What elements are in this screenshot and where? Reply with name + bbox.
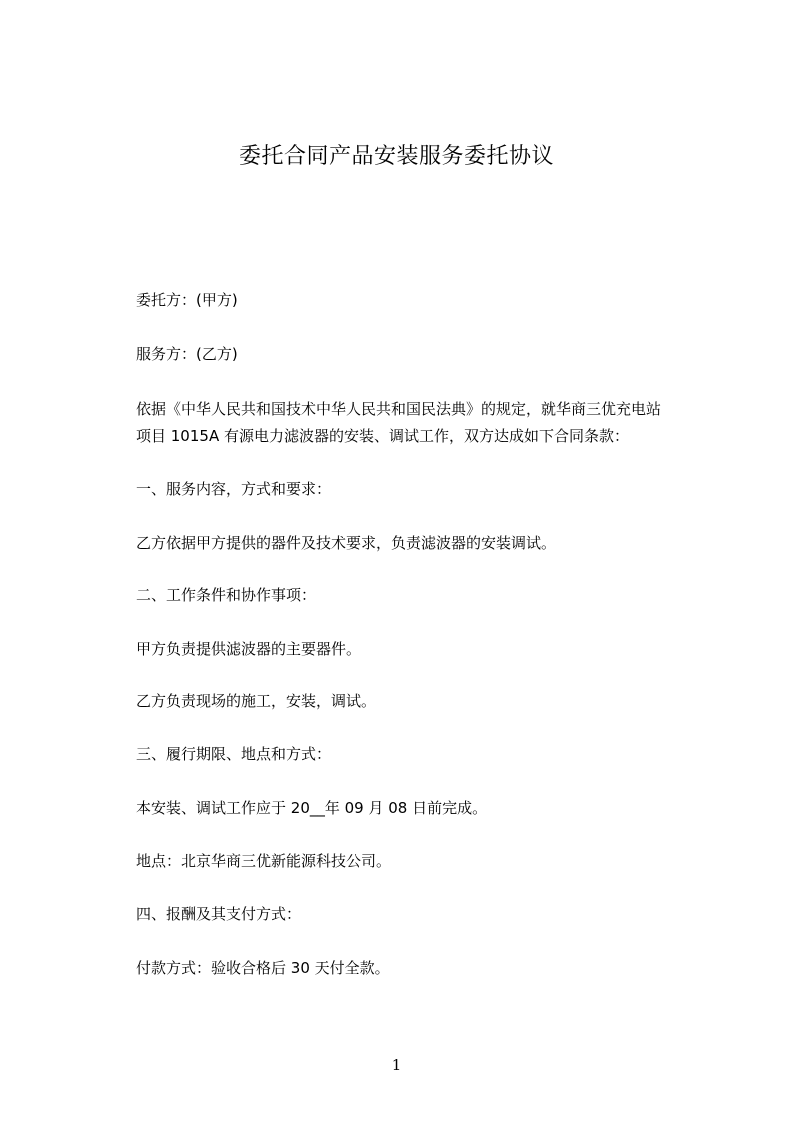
section-1-text: 乙方依据甲方提供的器件及技术要求，负责滤波器的安装调试。 <box>136 534 557 552</box>
section-2-heading: 二、工作条件和协作事项： <box>136 586 317 604</box>
section-3-heading: 三、履行期限、地点和方式： <box>136 745 332 763</box>
page-number: 1 <box>391 1056 402 1074</box>
section-4-text: 付款方式：验收合格后 30 天付全款。 <box>136 959 390 977</box>
document-title: 委托合同产品安装服务委托协议 <box>238 144 554 169</box>
section-3-text-1: 本安装、调试工作应于 20__年 09 月 08 日前完成。 <box>136 799 488 817</box>
section-4-heading: 四、报酬及其支付方式： <box>136 905 302 923</box>
section-2-text-1: 甲方负责提供滤波器的主要器件。 <box>136 640 362 658</box>
provider-party-line: 服务方：(乙方) <box>136 345 238 363</box>
section-1-heading: 一、服务内容，方式和要求： <box>136 480 332 498</box>
intro-paragraph-line-1: 依据《中华人民共和国技术中华人民共和国民法典》的规定，就华商三优充电站 <box>136 400 662 418</box>
client-party-line: 委托方：(甲方) <box>136 291 238 309</box>
intro-paragraph-line-2: 项目 1015A 有源电力滤波器的安装、调试工作，双方达成如下合同条款： <box>136 427 629 445</box>
section-2-text-2: 乙方负责现场的施工，安装，调试。 <box>136 692 377 710</box>
section-3-text-2: 地点：北京华商三优新能源科技公司。 <box>136 852 392 870</box>
